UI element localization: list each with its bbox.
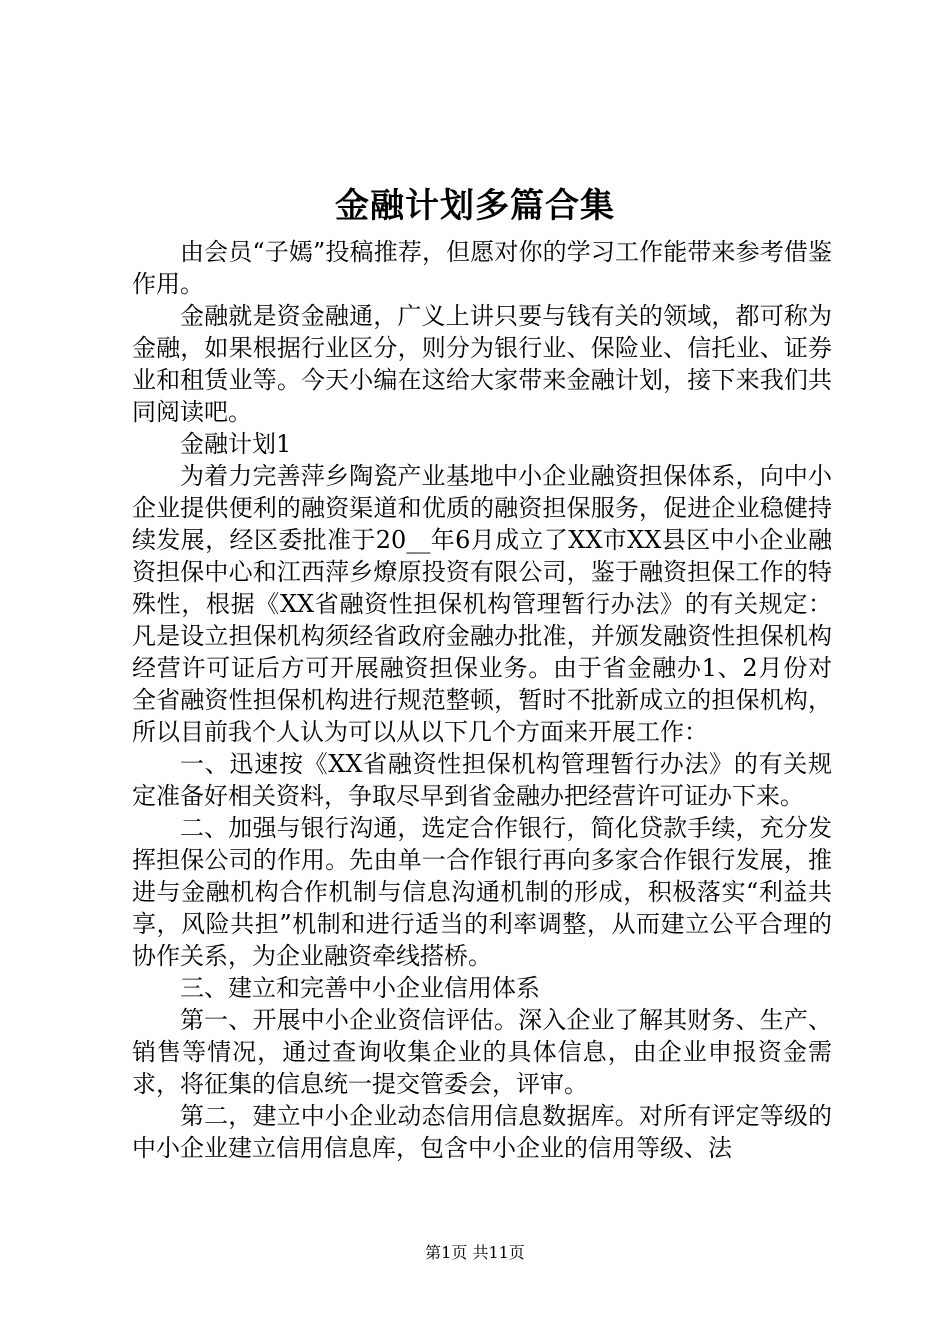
paragraph-step-1: 第一、开展中小企业资信评估。深入企业了解其财务、生产、销售等情况，通过查询收集企业的具体信息，由企业申报资金需求，将征集的信息统一提交管委会，评审。	[132, 1006, 832, 1098]
section-heading-plan-1: 金融计划1	[180, 430, 292, 458]
paragraph-intro: 由会员“子嫣”投稿推荐，但愿对你的学习工作能带来参考借鉴作用。	[132, 238, 832, 298]
document-body	[132, 236, 832, 1164]
paragraph-item-1: 一、迅速按《XX省融资性担保机构管理暂行办法》的有关规定准备好相关资料，争取尽早到省金融办把经营许可证办下来。	[132, 750, 832, 810]
paragraph-background: 为着力完善萍乡陶瓷产业基地中小企业融资担保体系，向中小企业提供便利的融资渠道和优质的融资担保服务，促进企业稳健持续发展，经区委批准于20__年6月成立了XX市XX县区中小企业融资担保中心和江西萍乡燎原投资有限公司，鉴于融资担保工作的特殊性，根据《XX省融资性担保机构管理暂行办法》的有关规定：凡是设立担保机构须经省政府金融办批准，并颁发融资性担保机构经营许可证后方可开展融资担保业务。由于省金融办1、2月份对全省融资性担保机构进行规范整顿，暂时不批新成立的担保机构，所以目前我个人认为可以从以下几个方面来开展工作：	[132, 462, 832, 746]
paragraph-item-2: 二、加强与银行沟通，选定合作银行，简化贷款手续，充分发挥担保公司的作用。先由单一合作银行再向多家合作银行发展，推进与金融机构合作机制与信息沟通机制的形成，积极落实“利益共享，风险共担”机制和进行适当的利率调整，从而建立公平合理的协作关系，为企业融资牵线搭桥。	[132, 814, 832, 970]
paragraph-step-2: 第二，建立中小企业动态信用信息数据库。对所有评定等级的中小企业建立信用信息库，包含中小企业的信用等级、法	[132, 1102, 832, 1162]
page-title: 金融计划多篇合集	[335, 186, 615, 226]
page-footer: 第1页 共11页	[425, 1243, 525, 1262]
paragraph-item-3-heading: 三、建立和完善中小企业信用体系	[180, 974, 540, 1002]
paragraph-definition: 金融就是资金融通，广义上讲只要与钱有关的领域，都可称为金融，如果根据行业区分，则分为银行业、保险业、信托业、证券业和租赁业等。今天小编在这给大家带来金融计划，接下来我们共同阅读吧。	[132, 302, 832, 426]
